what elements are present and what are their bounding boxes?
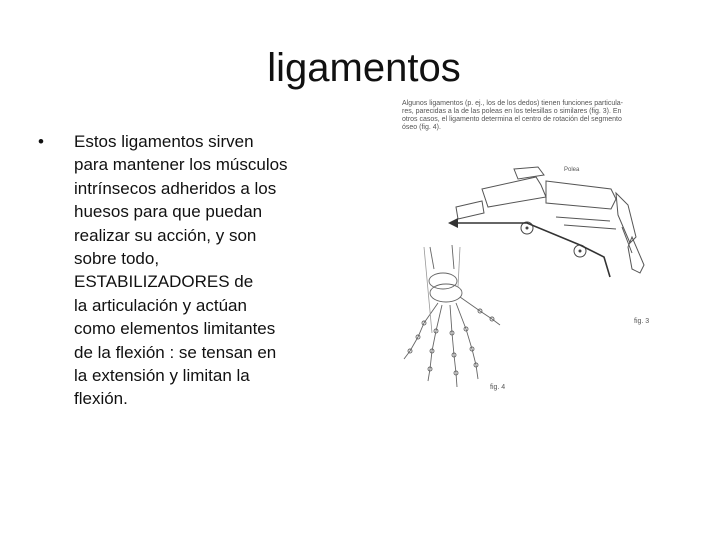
caption-line: Algunos ligamentos (p. ej., los de los dedos) tienen funciones particula- [402, 100, 624, 107]
label-fig4: fig. 4 [490, 384, 506, 391]
bullet-line: intrínsecos adheridos a los [74, 178, 277, 198]
bullet-line: huesos para que puedan [74, 202, 263, 222]
bullet-line: la articulación y actúan [74, 295, 247, 315]
pulley-ring-1-center [526, 227, 529, 230]
bullet-lines [74, 130, 358, 411]
pulley-ring-2-center [579, 250, 582, 253]
slide-title: ligamentos [267, 46, 461, 90]
bullet-text-block [38, 130, 358, 411]
label-fig3: fig. 3 [634, 318, 650, 325]
bullet-dot: • [38, 132, 44, 151]
bullet-line: realizar su acción, y son [74, 225, 257, 245]
bullet-line: ESTABILIZADORES de [74, 272, 254, 292]
bullet-line: sobre todo, [74, 249, 160, 269]
caption-line: otros casos, el ligamento determina el centro de rotación del segmento [402, 116, 622, 123]
tendon-arrow-icon [448, 218, 458, 228]
finger-bones-drawing [456, 167, 644, 273]
bullet-line: flexión. [74, 389, 128, 409]
caption-line: res, parecidas a la de las poleas en los telesillas o similares (fig. 3). En [402, 108, 622, 115]
bullet-line: como elementos limitantes [74, 319, 276, 339]
hand-skeleton-drawing [404, 245, 500, 387]
caption-line: óseo (fig. 4). [402, 124, 441, 131]
label-polea: Polea [564, 167, 580, 173]
anatomy-figure [396, 97, 686, 417]
bullet-line: Estos ligamentos sirven [74, 132, 254, 151]
finger-and-hand-illustration [396, 97, 686, 417]
bullet-line: la extensión y limitan la [74, 366, 250, 386]
bullet-line: de la flexión : se tensan en [74, 342, 277, 362]
tendon-line [456, 223, 610, 277]
bullet-line: para mantener los músculos [74, 155, 288, 175]
forearm-line-2 [458, 247, 460, 287]
